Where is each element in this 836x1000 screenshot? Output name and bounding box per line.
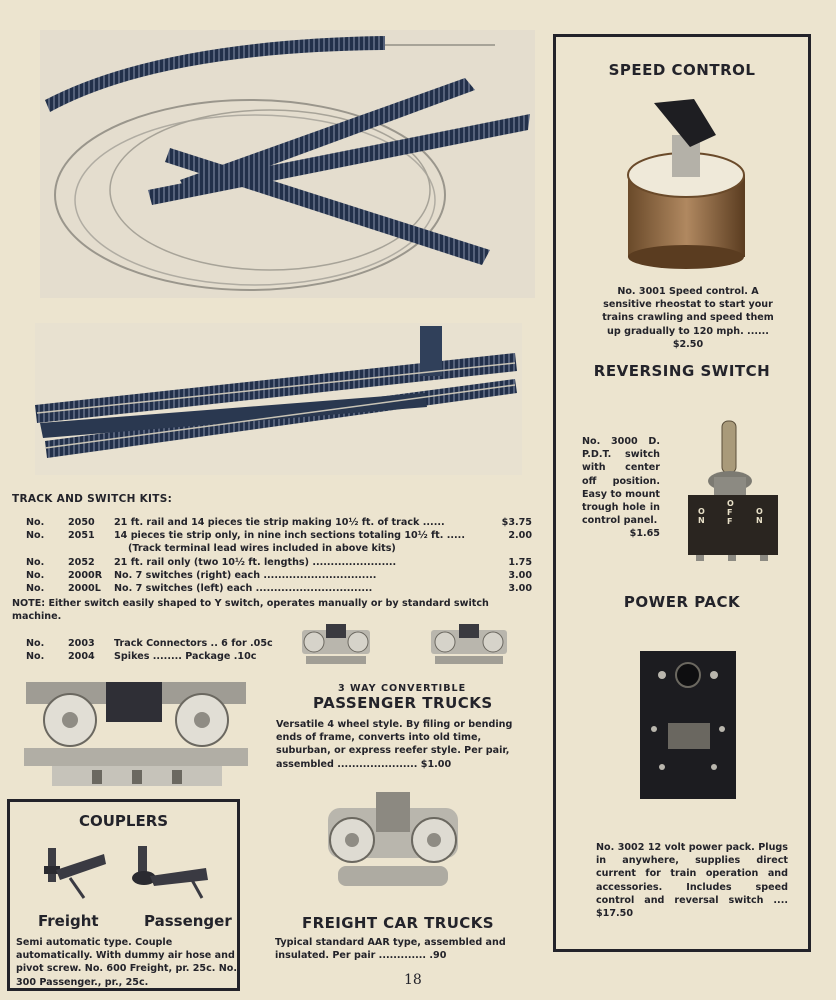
passenger-coupler-photo [128,842,218,902]
kit-code: 2052 [68,556,95,568]
connector-code: 2004 [68,651,95,663]
reversing-switch-title: REVERSING SWITCH [593,362,771,380]
kit-desc: 21 ft. rail only (two 10½ ft. lengths) ....................... [114,556,397,568]
power-pack-description: No. 3002 12 volt power pack. Plugs in anywhere, supplies direct current for train operation and accessories. Includes speed control and reversal switch .... $17.50 [596,842,788,920]
kit-desc: No. 7 switches (right) each ............................... [114,569,377,581]
kit-no: No. [26,569,45,581]
power-pack-title: POWER PACK [623,593,741,611]
controls-panel [553,34,811,952]
track-kit-photo [40,30,535,298]
freight-trucks-description: Typical standard AAR type, assembled and insulated. Per pair ............. .90 [275,937,506,962]
passenger-trucks-description: Versatile 4 wheel style. By filing or bending ends of frame, converts into old time, suburban, or express reefer style. Per pair, assembled ...................... $1.00 [276,719,513,770]
speed-control-photo [624,95,749,270]
kit-subnote: (Track terminal lead wires included in above kits) [128,543,396,555]
track-kits-list [26,516,532,595]
kit-price: 3.00 [508,569,532,581]
power-pack-photo [638,649,738,801]
kit-code: 2000R [68,569,103,581]
couplers-description: Semi automatic type. Couple automatically. With dummy air hose and pivot screw. No. 600 Freight, pr. 25c. No. 300 Passenger., pr., 25c. [16,937,238,988]
kit-price: 2.00 [508,530,532,542]
speed-control-description: No. 3001 Speed control. A sensitive rheostat to start your trains crawling and speed them up gradually to 120 mph. ...... $2.50 [602,286,774,350]
kit-no: No. [26,556,45,568]
kit-no: No. [26,517,45,528]
freight-truck-photo [318,788,468,898]
connectors-list [26,637,273,663]
passenger-trucks-title: PASSENGER TRUCKS [313,694,493,712]
kit-row [26,529,532,542]
kit-row [26,516,532,529]
switch-label-off: OFF [727,499,734,526]
connector-no: No. [26,651,45,663]
reversing-switch-price: $1.65 [629,528,660,539]
switch-note: NOTE: Either switch easily shaped to Y switch, operates manually or by standard switch machine. [12,598,489,623]
freight-coupler-photo [40,842,110,902]
reversing-switch-description: No. 3000 D. P.D.T. switch with center off position. Easy to mount trough hole in control panel. [582,436,660,527]
connector-desc: Spikes ........ Package .10c [114,651,257,663]
reversing-switch-photo [684,415,780,563]
kit-price: 3.00 [508,583,532,595]
connector-row [26,637,273,650]
connector-code: 2003 [68,638,95,649]
passenger-label: Passenger [144,912,232,930]
passenger-trucks-subtitle: 3 WAY CONVERTIBLE [338,683,467,694]
kit-desc: 14 pieces tie strip only, in nine inch sections totaling 10½ ft. ..... [114,530,465,542]
kit-no: No. [26,583,45,595]
passenger-truck-photo [22,676,250,792]
freight-label: Freight [38,912,99,930]
couplers-title: COUPLERS [78,812,169,830]
connector-no: No. [26,638,45,649]
switch-label-on-right: ON [756,507,763,525]
passenger-truck-small-photo [425,620,513,670]
page-number: 18 [404,972,422,988]
passenger-truck-small-photo [296,620,376,670]
kit-code: 2000L [68,583,101,595]
kit-price: 1.75 [508,556,532,568]
connector-row [26,650,273,663]
switch-photo [35,323,522,475]
couplers-box [7,799,240,991]
kit-no: No. [26,530,45,542]
kit-price: $3.75 [501,517,532,528]
kit-desc: 21 ft. rail and 14 pieces tie strip making 10½ ft. of track ...... [114,517,445,528]
kit-code: 2050 [68,517,95,528]
speed-control-title: SPEED CONTROL [608,61,756,79]
freight-trucks-title: FREIGHT CAR TRUCKS [302,914,494,932]
kit-desc: No. 7 switches (left) each ................................ [114,583,373,595]
kit-row [26,582,532,595]
kit-row [26,556,532,569]
kit-row [26,569,532,582]
kit-code: 2051 [68,530,95,542]
track-kits-title: TRACK AND SWITCH KITS: [12,493,173,505]
connector-desc: Track Connectors .. 6 for .05c [114,638,273,649]
switch-label-on-left: ON [698,507,705,525]
